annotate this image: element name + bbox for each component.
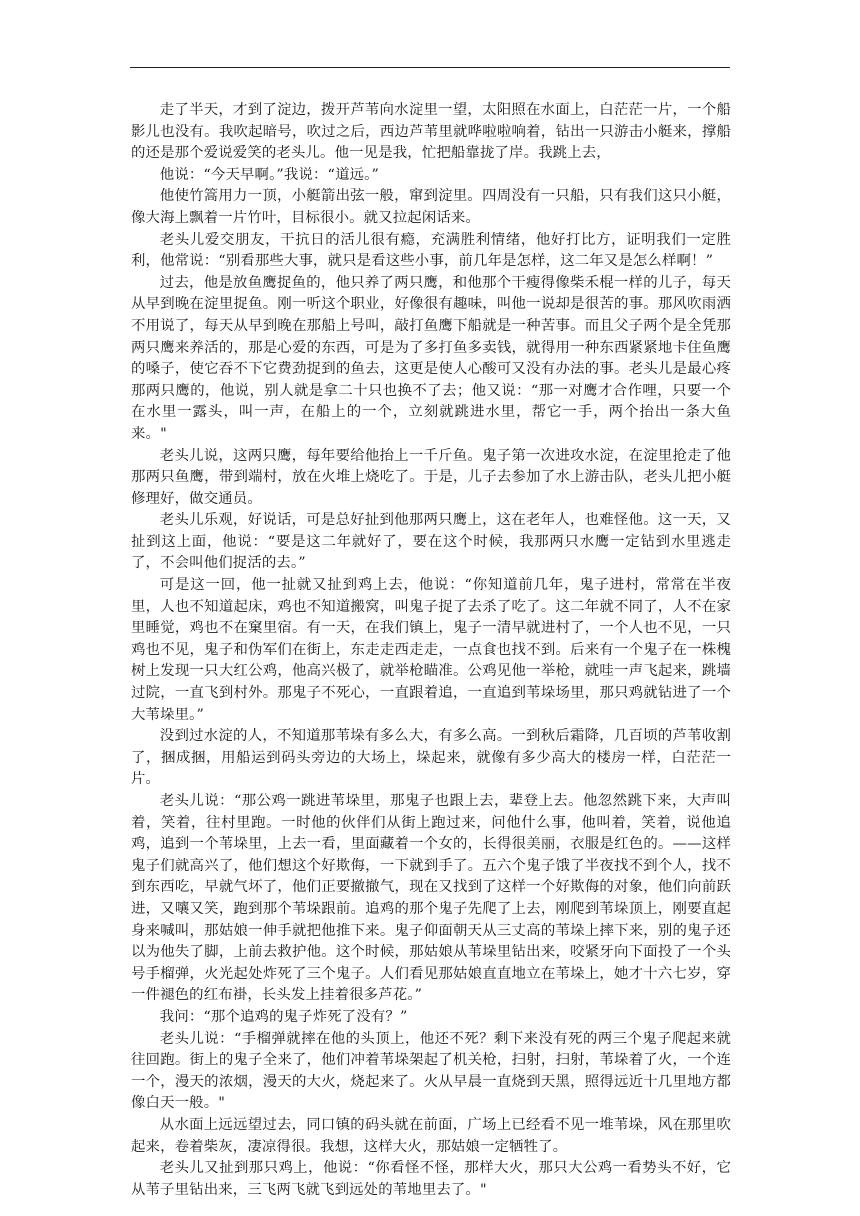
paragraph: 老头儿乐观，好说话，可是总好扯到他那两只鹰上，这在老年人，也难怪他。这一天，又扯到这上面，他说：“要是这二年就好了，要在这个时候，我那两只水鹰一定钻到水里逃走了，不会叫他们捉活的去。” <box>131 512 731 572</box>
paragraph: 我问：“那个追鸡的鬼子炸死了没有？” <box>159 1008 408 1025</box>
article-body <box>131 100 731 1201</box>
paragraph: 他使竹篙用力一顶，小艇箭出弦一般，窜到淀里。四周没有一只船，只有我们这只小艇，像大海上飘着一片竹叶，目标很小。就又拉起闲话来。 <box>131 188 731 226</box>
paragraph: 老头儿说：“手榴弹就摔在他的头顶上，他还不死？剩下来没有死的两三个鬼子爬起来就往回跑。街上的鬼子全来了，他们冲着苇垛架起了机关枪，扫射，扫射，苇垛着了火，一个连一个，漫天的浓烟，漫天的大火，烧起来了。火从早晨一直烧到天黑，照得远近十几里地方都像白天一般。" <box>131 1030 731 1112</box>
paragraph: 老头儿说，这两只鹰，每年要给他抬上一千斤鱼。鬼子第一次进攻水淀，在淀里抢走了他那两只鱼鹰，带到端村，放在火堆上烧吃了。于是，儿子去参加了水上游击队，老头儿把小艇修理好，做交通员。 <box>131 447 731 507</box>
paragraph: 没到过水淀的人，不知道那苇垛有多么大，有多么高。一到秋后霜降，几百顷的芦苇收割了，捆成捆，用船运到码头旁边的大场上，垛起来，就像有多少高大的楼房一样，白茫茫一片。 <box>131 728 731 788</box>
paragraph: 走了半天，才到了淀边，拨开芦苇向水淀里一望，太阳照在水面上，白茫茫一片，一个船影儿也没有。我吹起暗号，吹过之后，西边芦苇里就哗啦啦响着，钻出一只游击小艇来，撑船的还是那个爱说爱笑的老头儿。他一见是我，忙把船靠拢了岸。我跳上去， <box>131 102 731 162</box>
paragraph: 从水面上远远望过去，同口镇的码头就在前面，广场上已经看不见一堆苇垛，风在那里吹起来，卷着柴灰，凄凉得很。我想，这样大火，那姑娘一定牺牲了。 <box>131 1116 731 1155</box>
paragraph: 老头儿又扯到那只鸡上，他说：“你看怪不怪，那样大火，那只大公鸡一看势头不好，它从苇子里钻出来，三飞两飞就飞到远处的苇地里去了。" <box>131 1160 731 1198</box>
paragraph: 可是这一回，他一扯就又扯到鸡上去，他说：“你知道前几年，鬼子进村，常常在半夜里，人也不知道起床，鸡也不知道搬窝，叫鬼子捉了去杀了吃了。这二年就不同了，人不在家里睡觉，鸡也不在窠里宿。有一天，在我们镇上，鬼子一清早就进村了，一个人也不见，一只鸡也不见，鬼子和伪军们在街上，东走走西走走，一点食也找不到。后来有一个鬼子在一株槐树上发现一只大红公鸡，他高兴极了，就举枪瞄准。公鸡见他一举枪，就哇一声飞起来，跳墙过院，一直飞到村外。那鬼子不死心，一直跟着追，一直追到苇垛场里，那只鸡就钻进了一个大苇垛里。” <box>131 577 731 723</box>
paragraph: 老头儿爱交朋友，干抗日的活儿很有瘾，充满胜利情绪，他好打比方，证明我们一定胜利，他常说：“别看那些大事，就只是看这些小事，前几年是怎样，这二年又是怎么样啊！” <box>131 231 731 270</box>
header-rule <box>130 67 730 68</box>
paragraph: 他说：“今天早啊。”我说：“道远。” <box>159 166 379 183</box>
paragraph: 过去，他是放鱼鹰捉鱼的，他只养了两只鹰，和他那个干瘦得像柴禾棍一样的儿子，每天从早到晚在淀里捉鱼。刚一听这个职业，好像很有趣味，叫他一说却是很苦的事。那风吹雨洒不用说了，每天从早到晚在那船上号叫，敲打鱼鹰下船就是一种苦事。而且父子两个是全凭那两只鹰来养活的，那是心爱的东西，可是为了多打鱼多卖钱，就得用一种东西紧紧地卡住鱼鹰的嗓子，使它吞不下它费劲捉到的鱼去，这更是使人心酸可又没有办法的事。老头儿是最心疼那两只鹰的，他说，别人就是拿二十只也换不了去；他又说：“那一对鹰才合作哩，只要一个在水里一露头，叫一声，在船上的一个，立刻就跳进水里，帮它一手，两个抬出一条大鱼来。" <box>131 274 731 442</box>
paragraph: 老头儿说：“那公鸡一跳进苇垛里，那鬼子也跟上去，辈登上去。他忽然跳下来，大声叫着，笑着，往村里跑。一时他的伙伴们从街上跑过来，问他什么事，他叫着，笑着，说他追鸡，追到一个苇垛里，上去一看，里面藏着一个女的，长得很美丽，衣服是红色的。——这样鬼子们就高兴了，他们想这个好欺侮，一下就到手了。五六个鬼子饿了半夜找不到个人，找不到东西吃，早就气坏了，他们正要撤撤气，现在又找到了这样一个好欺侮的对象，他们向前跃进，又嚷又笑，跑到那个苇垛跟前。追鸡的那个鬼子先爬了上去，刚爬到苇垛顶上，刚要直起身来喊叫，那姑娘一伸手就把他推下来。鬼子仰面朝天从三丈高的苇垛上摔下来，别的鬼子还以为他失了脚，上前去救护他。这个时候，那姑娘从苇垛里钻出来，咬紧牙向下面投了一个头号手榴弹，火光起处炸死了三个鬼子。人们看见那姑娘直直地立在苇垛上，她才十六七岁，穿一件褪色的红布褂，长头发上挂着很多芦花。” <box>131 793 731 1004</box>
